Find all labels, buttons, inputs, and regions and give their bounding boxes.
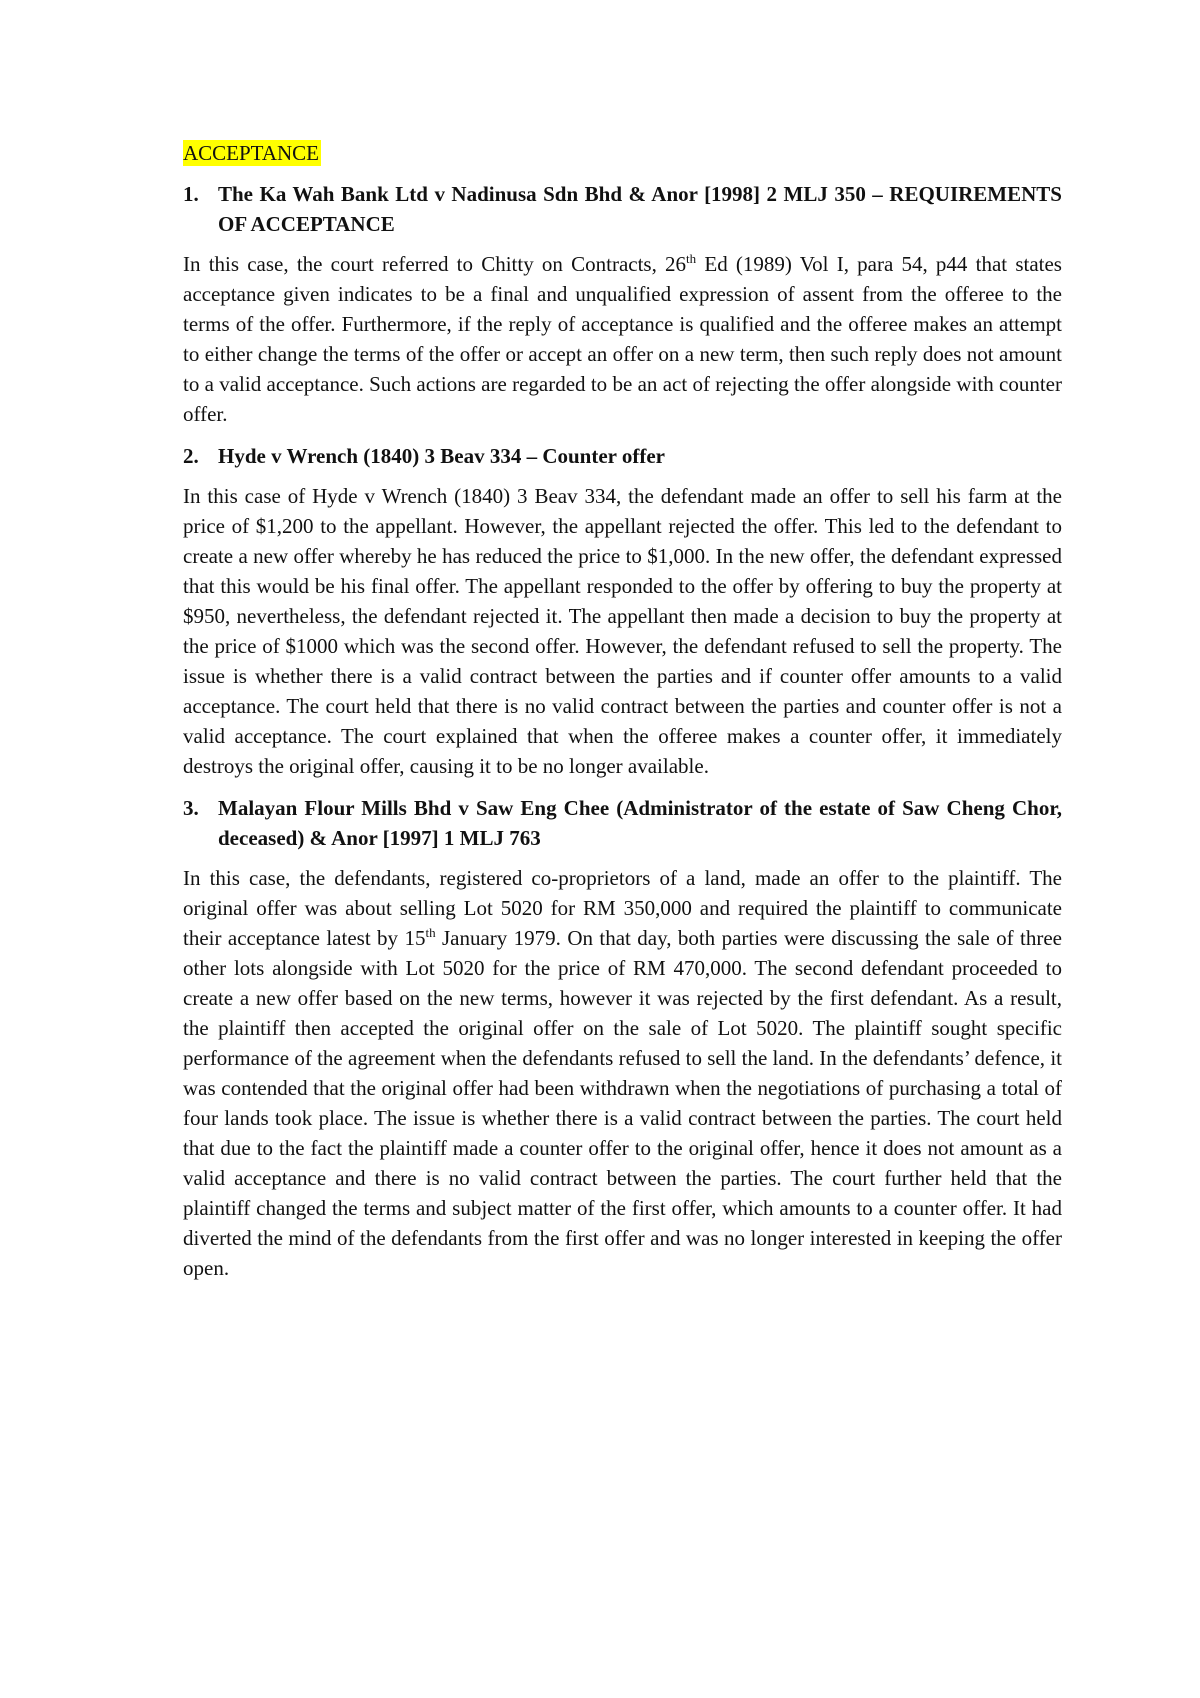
- case-body-text: Ed (1989) Vol I, para 54, p44 that states acceptance given indicates to be a final and unqualified expression of assent from the offeree to the terms of the offer. Furthermore, if the reply of acceptance is qualified and the offeree makes an attempt to either change the terms of the offer or accept an offer on a new term, then such reply does not amount to a valid acceptance. Such actions are regarded to be an act of rejecting the offer alongside with counter offer.: [183, 252, 1062, 426]
- case-body-text: In this case, the court referred to Chitty on Contracts, 26: [183, 252, 687, 276]
- document-page: [183, 140, 1062, 1295]
- case-title: Malayan Flour Mills Bhd v Saw Eng Chee (Administrator of the estate of Saw Cheng Chor, deceased) & Anor [1997] 1 MLJ 763: [218, 796, 1062, 850]
- case-title: Hyde v Wrench (1840) 3 Beav 334 – Counter offer: [218, 444, 665, 468]
- ordinal-suffix: th: [686, 251, 697, 266]
- case-body-text: January 1979. On that day, both parties were discussing the sale of three other lots alongside with Lot 5020 for the price of RM 470,000. The second defendant proceeded to create a new offer based on the new terms, however it was rejected by the first defendant. As a result, the plaintiff then accepted the original offer on the sale of Lot 5020. The plaintiff sought specific performance of the agreement when the defendants refused to sell the land. In the defendants’ defence, it was contended that the original offer had been withdrawn when the negotiations of purchasing a total of four lands took place. The issue is whether there is a valid contract between the parties. The court held that due to the fact the plaintiff made a counter offer to the original offer, hence it does not amount as a valid acceptance and there is no valid contract between the parties. The court further held that the plaintiff changed the terms and subject matter of the first offer, which amounts to a counter offer. It had diverted the mind of the defendants from the first offer and was no longer interested in keeping the offer open.: [183, 926, 1062, 1280]
- case-heading: [183, 441, 1062, 471]
- case-2: [183, 441, 1062, 781]
- case-number: 3.: [183, 796, 199, 820]
- case-number: 1.: [183, 182, 199, 206]
- case-3: [183, 793, 1062, 1283]
- case-body-text: In this case, the defendants, registered co-proprietors of a land, made an offer to the plaintiff. The original offer was about selling Lot 5020 for RM 350,000 and required the plaintiff to communicate their acceptance latest by 15: [183, 866, 1062, 950]
- case-body: [183, 863, 1062, 1283]
- case-title: The Ka Wah Bank Ltd v Nadinusa Sdn Bhd & Anor [1998] 2 MLJ 350 – REQUIREMENTS OF ACCEPTANCE: [218, 182, 1062, 236]
- case-heading: [183, 179, 1062, 239]
- case-heading: [183, 793, 1062, 853]
- ordinal-suffix: th: [425, 925, 436, 940]
- case-number: 2.: [183, 444, 199, 468]
- case-body: In this case of Hyde v Wrench (1840) 3 Beav 334, the defendant made an offer to sell his farm at the price of $1,200 to the appellant. However, the appellant rejected the offer. This led to the defendant to create a new offer whereby he has reduced the price to $1,000. In the new offer, the defendant expressed that this would be his final offer. The appellant responded to the offer by offering to buy the property at $950, nevertheless, the defendant rejected it. The appellant then made a decision to buy the property at the price of $1000 which was the second offer. However, the defendant refused to sell the property. The issue is whether there is a valid contract between the parties and if counter offer amounts to a valid acceptance. The court held that there is no valid contract between the parties and counter offer is not a valid acceptance. The court explained that when the offeree makes a counter offer, it immediately destroys the original offer, causing it to be no longer available.: [183, 484, 1062, 778]
- case-body: [183, 249, 1062, 429]
- case-1: [183, 179, 1062, 429]
- document-title: ACCEPTANCE: [183, 141, 319, 165]
